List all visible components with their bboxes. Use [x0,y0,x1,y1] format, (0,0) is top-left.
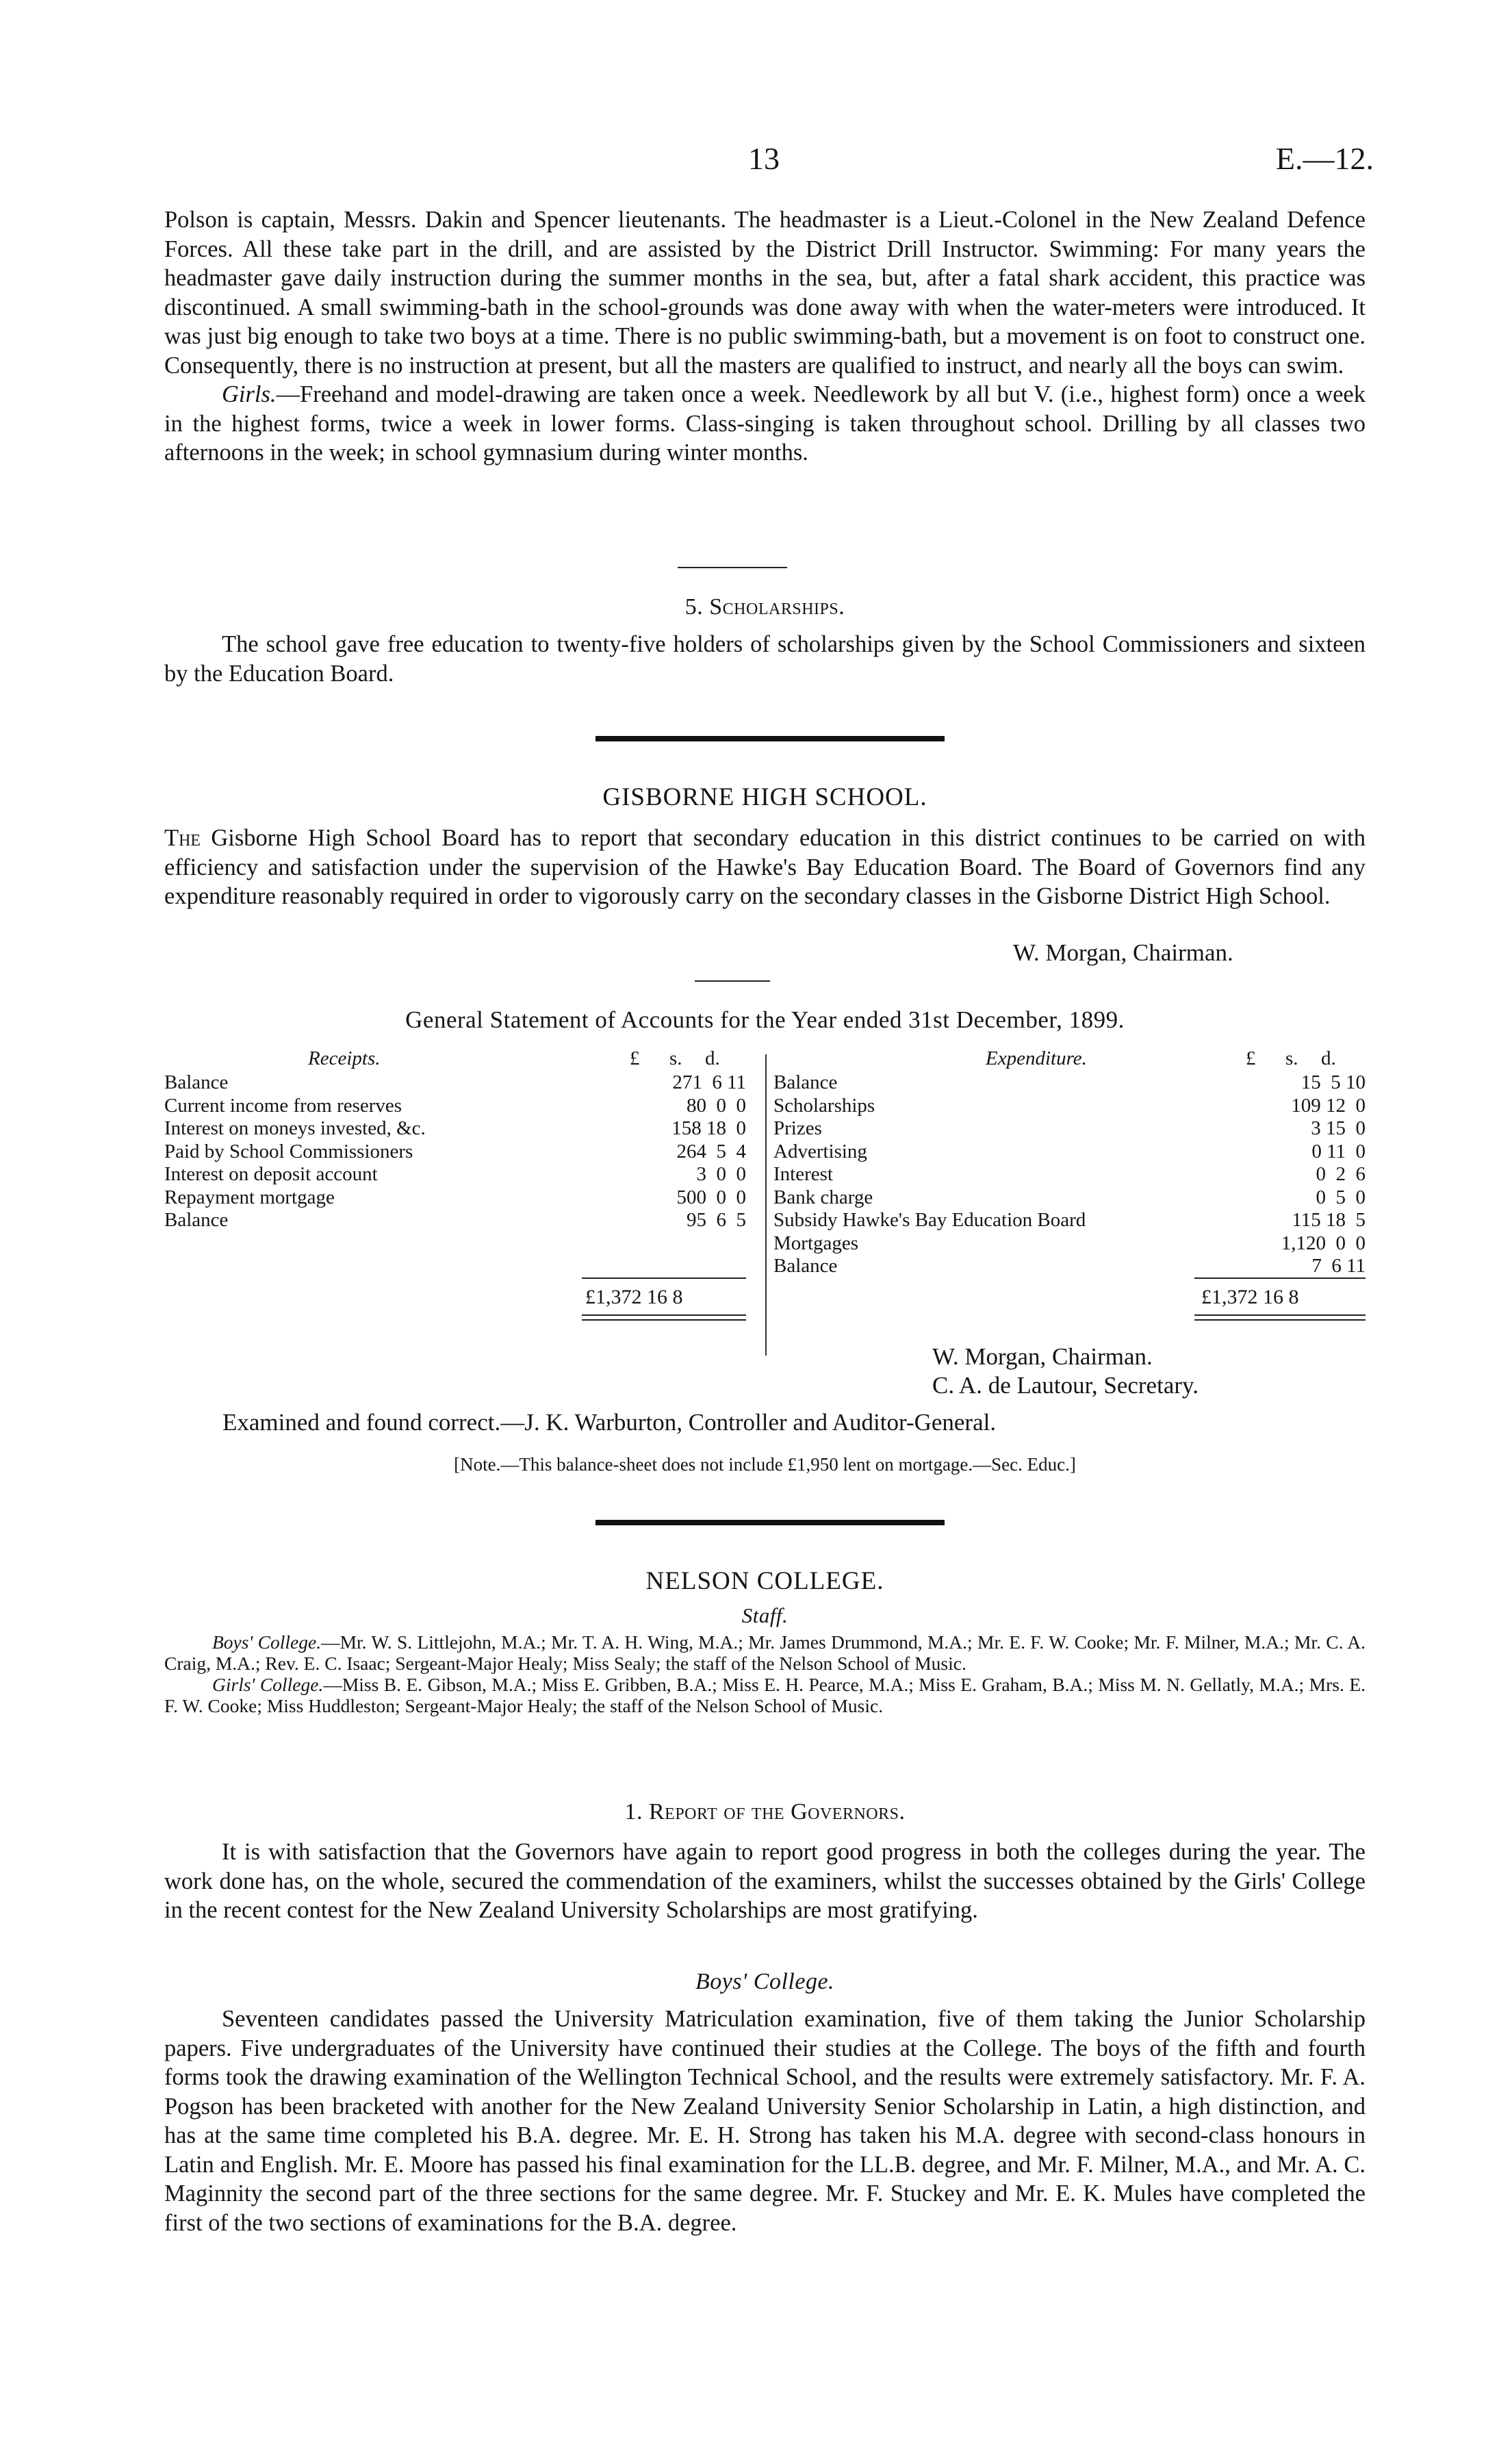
report-section [164,1837,1366,1925]
girls-text: —Freehand and model-drawing are taken once a week. Needlework by all but V. (i.e., highest form) once a week in the highest forms, twice a week in lower forms. Class-singing is taken throughout school. Drilling by all classes two afternoons in the week; in school gymnasium during winter months. [164,381,1366,466]
gisborne-lead: The [164,825,201,851]
account-item: Bank charge [773,1186,873,1208]
account-amount: 500 0 0 [676,1186,746,1208]
account-row [773,1117,1366,1141]
account-item: Paid by School Commissioners [164,1140,413,1162]
total-rule [582,1277,746,1279]
expenditure-column [773,1047,1366,1278]
account-amount: 158 18 0 [671,1117,746,1139]
report-text: It is with satisfaction that the Governors have again to report good progress in both the colleges during the year. The work done has, on the whole, secured the commendation of the examiners, whilst the successes obtained by the Girls' College in the recent contest for the New Zealand University Scholarships are most gratifying. [164,1839,1366,1923]
gisborne-report [164,824,1366,911]
account-amount: 3 15 0 [1311,1117,1366,1139]
account-item: Balance [773,1255,838,1277]
total-rule [1194,1319,1366,1321]
account-item: Interest on deposit account [164,1163,378,1185]
boys-college-section [164,2005,1366,2237]
boys-staff [164,1631,1366,1674]
account-row [773,1071,1366,1095]
account-row [164,1163,746,1186]
account-item: Repayment mortgage [164,1186,335,1208]
page-number: 13 [748,141,780,176]
account-item: Current income from reserves [164,1094,402,1117]
account-row [773,1209,1366,1232]
account-item: Mortgages [773,1232,859,1254]
staff-list [164,1631,1366,1716]
account-item: Advertising [773,1140,867,1162]
section-divider [595,1520,945,1525]
expenditure-rows [773,1071,1366,1278]
total-rule [1194,1277,1366,1279]
divider [678,567,787,568]
account-row [773,1163,1366,1186]
expenditure-header [773,1047,1366,1071]
nelson-heading: NELSON COLLEGE. [645,1567,884,1595]
girls-staff-label: Girls' College. [212,1674,324,1695]
pounds-header: £ [1246,1047,1256,1069]
account-item: Balance [164,1209,229,1231]
shillings-header: s. [669,1047,682,1069]
scholarships-section [164,630,1366,688]
account-row [164,1071,746,1095]
shillings-header: s. [1285,1047,1298,1069]
girls-staff [164,1674,1366,1716]
account-amount: 15 5 10 [1300,1071,1366,1093]
pence-header: d. [705,1047,720,1069]
girls-paragraph [164,380,1366,468]
document-code: E.—12. [1275,141,1374,176]
account-row [773,1255,1366,1278]
section-divider [595,736,945,741]
gisborne-text [164,824,1366,911]
girls-staff-text: —Miss B. E. Gibson, M.A.; Miss E. Gribben, B.A.; Miss E. H. Pearce, M.A.; Miss E. Graham, B.A.; Miss M. N. Gellatly, M.A.; Mrs. E. F. W. Cooke; Miss Huddleston; Sergeant-Major Healy; the staff of the Nelson School of Music. [164,1674,1366,1716]
scholarships-text: The school gave free education to twenty-five holders of scholarships given by the School Commissioners and sixteen by the Education Board. [164,631,1366,687]
boys-staff-text: —Mr. W. S. Littlejohn, M.A.; Mr. T. A. H. Wing, M.A.; Mr. James Drummond, M.A.; Mr. E. F. W. Cooke; Mr. F. Milner, M.A.; Mr. C. A. Craig, M.A.; Rev. E. C. Isaac; Sergeant-Major Healy; Miss Sealy; the staff of the Nelson School of Music. [164,1631,1366,1674]
gisborne-signature: W. Morgan, Chairman. [1013,939,1233,966]
account-row [164,1117,746,1141]
pounds-header: £ [630,1047,640,1069]
balance-note: [Note.—This balance-sheet does not include £1,950 lent on mortgage.—Sec. Educ.] [454,1454,1076,1475]
gisborne-heading: GISBORNE HIGH SCHOOL. [602,783,927,811]
total-rule [582,1319,746,1321]
boys-college-text: Seventeen candidates passed the University Matriculation examination, five of them taking the Junior Scholarship papers. Five undergraduates of the University have continued their studies at the College. The boys of the fifth and fourth forms took the drawing examination of the Wellington Technical School, and the results were extremely satisfactory. Mr. F. A. Pogson has been bracketed with another for the New Zealand University Senior Scholarship in Latin, a high distinction, and has at the same time completed his B.A. degree. Mr. E. H. Strong has taken his M.A. degree with second-class honours in Latin and English. Mr. E. Moore has passed his final examination for the LL.B. degree, and Mr. F. Milner, M.A., and Mr. A. C. Maginnity the second part of the three sections for the same degree. Mr. F. Stuckey and Mr. E. K. Mules have completed the first of the two sections of examinations for the B.A. degree. [164,2006,1366,2236]
account-item: Balance [164,1071,229,1093]
account-amount: 264 5 4 [676,1140,746,1162]
gisborne-body: Gisborne High School Board has to report that secondary education in this district continues to be carried on with efficiency and satisfaction under the supervision of the Hawke's Bay Education Board. The Board of Governors find any expenditure reasonably required in order to vigorously carry on the secondary classes in the Gisborne District High School. [164,825,1366,909]
receipts-label: Receipts. [308,1047,381,1069]
account-amount: 3 0 0 [696,1163,746,1185]
chairman-signature: W. Morgan, Chairman. [932,1343,1153,1370]
intro-section [164,205,1366,468]
account-item: Prizes [773,1117,822,1139]
account-row [773,1095,1366,1118]
staff-heading: Staff. [741,1603,789,1627]
scholarships-heading: 5. Scholarships. [684,594,845,620]
account-amount: 271 6 11 [672,1071,746,1093]
account-amount: 95 6 5 [687,1209,746,1231]
intro-paragraph: Polson is captain, Messrs. Dakin and Spencer lieutenants. The headmaster is a Lieut.-Colonel in the New Zealand Defence Forces. All these take part in the drill, and are assisted by the District Drill Instructor. Swimming: For many years the headmaster gave daily instruction during the summer months in the sea, but, after a fatal shark accident, this practice was discontinued. A small swimming-bath in the school-grounds was done away with when the water-meters were introduced. It was just big enough to take two boys at a time. There is no public swimming-bath, but a movement is on foot to construct one. Consequently, there is no instruction at present, but all the masters are qualified to instruct, and nearly all the boys can swim. [164,207,1366,379]
account-row [164,1209,746,1232]
expenditure-label: Expenditure. [986,1047,1087,1069]
account-amount: 109 12 0 [1291,1094,1366,1117]
pence-header: d. [1321,1047,1336,1069]
account-row [773,1186,1366,1210]
account-amount: 7 6 11 [1311,1255,1366,1277]
account-row [773,1232,1366,1256]
receipts-total: £1,372 16 8 [585,1286,683,1308]
account-row [773,1141,1366,1164]
account-item: Interest on moneys invested, &c. [164,1117,426,1139]
account-amount: 0 11 0 [1311,1140,1366,1162]
receipts-rows [164,1071,746,1232]
account-item: Balance [773,1071,838,1093]
expenditure-total: £1,372 16 8 [1201,1286,1299,1308]
audit-statement: Examined and found correct.—J. K. Warburton, Controller and Auditor-General. [222,1409,997,1436]
receipts-column [164,1047,746,1232]
girls-label: Girls. [222,381,277,407]
receipts-header [164,1047,746,1071]
statement-title: General Statement of Accounts for the Year ended 31st December, 1899. [405,1006,1125,1033]
account-row [164,1095,746,1118]
account-row [164,1141,746,1164]
secretary-signature: C. A. de Lautour, Secretary. [932,1372,1199,1399]
account-amount: 115 18 5 [1292,1209,1366,1231]
total-rule [582,1314,746,1316]
account-item: Subsidy Hawke's Bay Education Board [773,1209,1086,1231]
account-amount: 0 2 6 [1316,1163,1366,1185]
account-row [164,1186,746,1210]
account-amount: 80 0 0 [687,1094,746,1117]
total-rule [1194,1314,1366,1316]
account-item: Scholarships [773,1094,875,1117]
account-amount: 1,120 0 0 [1281,1232,1366,1254]
boys-college-heading: Boys' College. [695,1969,835,1994]
account-item: Interest [773,1163,833,1185]
boys-staff-label: Boys' College. [212,1631,322,1653]
account-amount: 0 5 0 [1316,1186,1366,1208]
divider [695,980,770,982]
accounts-table [164,1047,1366,1349]
report-heading: 1. Report of the Governors. [624,1799,906,1824]
